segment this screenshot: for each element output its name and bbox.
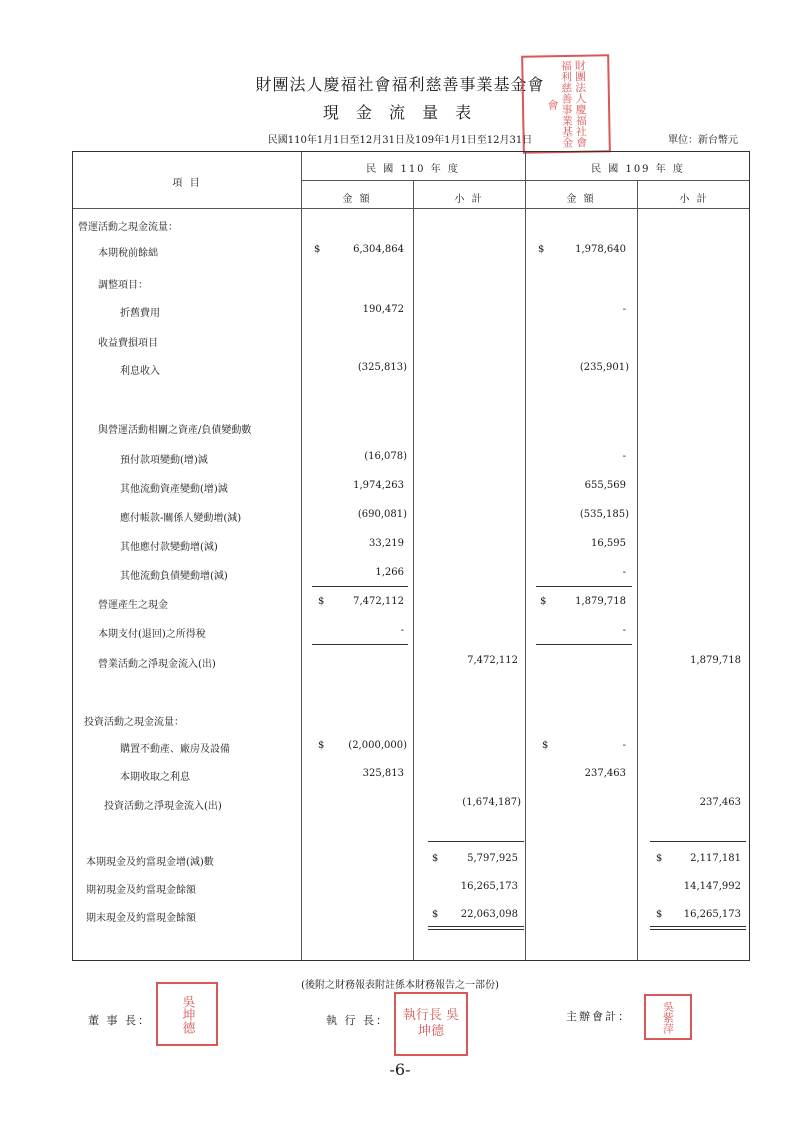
amount-109: -: [622, 740, 626, 751]
amount-110: 190,472: [362, 304, 404, 315]
accountant-seal-text: 吳紫萍: [661, 1000, 675, 1034]
header-year-110: 民 國 110 年 度: [366, 164, 460, 175]
row-label: 營運活動之現金流量：: [78, 222, 178, 233]
report-title: 現 金 流 量 表: [322, 103, 478, 122]
subtotal-109: 2,117,181: [690, 853, 741, 864]
row-label: 其他流動負債變動增(減): [120, 571, 228, 582]
currency-sign: $: [656, 909, 663, 920]
footnote: (後附之財務報表附註係本財務報告之一部份): [301, 980, 499, 991]
currency-sign: $: [538, 244, 545, 255]
amount-110: -: [400, 625, 404, 636]
subtotal-110: (1,674,187): [462, 797, 521, 808]
subtotal-110: 5,797,925: [467, 853, 518, 864]
page-number: -6-: [389, 1060, 411, 1079]
subtotal-109: 237,463: [699, 797, 741, 808]
row-label: 應付帳款-關係人變動增(減): [120, 513, 242, 524]
subtotal-110: 7,472,112: [467, 655, 518, 666]
row-label: 利息收入: [120, 366, 160, 377]
amount-110: 1,974,263: [353, 480, 404, 491]
subtotal-underline: [650, 841, 746, 842]
amount-109: 16,595: [591, 538, 626, 549]
currency-unit: 單位：新台幣元: [668, 135, 738, 146]
foundation-seal: [521, 54, 611, 154]
header-subtotal-110: 小 計: [454, 194, 484, 205]
amount-110: 325,813: [362, 768, 404, 779]
subtotal-underline: [536, 586, 632, 587]
amount-110: 1,266: [375, 567, 404, 578]
amount-110: (690,081): [357, 509, 407, 520]
foundation-seal-text: 財團法人慶福社會福利慈善事業基金會: [545, 59, 588, 149]
row-label: 其他流動資產變動(增)減: [120, 484, 228, 495]
subtotal-underline: [536, 644, 632, 645]
header-amount-109: 金 額: [566, 194, 596, 205]
currency-sign: $: [432, 853, 439, 864]
amount-109: (535,185): [579, 509, 629, 520]
amount-109: 237,463: [584, 768, 626, 779]
cash-flow-table: [72, 151, 750, 961]
currency-sign: $: [318, 740, 325, 751]
currency-sign: $: [314, 244, 321, 255]
row-label: 購置不動產、廠房及設備: [120, 744, 230, 755]
amount-109: 1,978,640: [575, 244, 626, 255]
amount-110: (2,000,000): [348, 740, 407, 751]
amount-109: 1,879,718: [575, 596, 626, 607]
row-label: 本期收取之利息: [120, 772, 190, 783]
amount-110: 33,219: [369, 538, 404, 549]
amount-109: 655,569: [584, 480, 626, 491]
subtotal-110: 16,265,173: [460, 881, 518, 892]
currency-sign: $: [318, 596, 325, 607]
ceo-seal: [394, 992, 468, 1056]
col-divider: [413, 180, 414, 960]
row-label: 期初現金及約當現金餘額: [86, 885, 196, 896]
amount-109: -: [622, 625, 626, 636]
row-label: 折舊費用: [120, 308, 160, 319]
row-label: 期末現金及約當現金餘額: [86, 913, 196, 924]
chairman-seal: [156, 982, 218, 1046]
col-divider: [525, 152, 526, 960]
ceo-label: 執 行 長：: [326, 1014, 389, 1027]
row-label: 投資活動之淨現金流入(出): [104, 801, 222, 812]
col-divider: [301, 152, 302, 960]
total-double-underline: [650, 926, 746, 930]
row-label: 營業活動之淨現金流入(出): [98, 659, 216, 670]
currency-sign: $: [540, 596, 547, 607]
row-label: 預付款項變動(增)減: [120, 455, 208, 466]
currency-sign: $: [656, 853, 663, 864]
chairman-label: 董 事 長：: [88, 1014, 151, 1027]
currency-sign: $: [542, 740, 549, 751]
subtotal-109: 14,147,992: [683, 881, 741, 892]
amount-109: -: [622, 304, 626, 315]
subtotal-110: 22,063,098: [460, 909, 518, 920]
row-label: 本期支付(退回)之所得稅: [98, 629, 206, 640]
accountant-label: 主辦會計：: [566, 1010, 631, 1023]
header-year-109: 民 國 109 年 度: [591, 164, 685, 175]
header-bottom: [73, 208, 749, 209]
row-label: 其他應付款變動增(減): [120, 542, 218, 553]
row-label: 調整項目：: [98, 280, 148, 291]
header-subtotal-109: 小 計: [679, 194, 709, 205]
total-double-underline: [428, 926, 524, 930]
chairman-seal-text: 吳坤德: [179, 994, 195, 1034]
subtotal-underline: [312, 644, 408, 645]
row-label: 本期稅前餘絀: [98, 248, 158, 259]
report-period: 民國110年1月1日至12月31日及109年1月1日至12月31日: [267, 135, 533, 146]
subtotal-underline: [312, 586, 408, 587]
organization-name: 財團法人慶福社會福利慈善事業基金會: [255, 75, 545, 94]
amount-109: -: [622, 567, 626, 578]
subtotal-109: 16,265,173: [683, 909, 741, 920]
amount-110: 6,304,864: [353, 244, 404, 255]
amount-110: (16,078): [364, 451, 407, 462]
amount-109: -: [622, 451, 626, 462]
row-label: 營運產生之現金: [98, 600, 168, 611]
row-label: 投資活動之現金流量：: [84, 717, 184, 728]
row-label: 本期現金及約當現金增(減)數: [86, 857, 214, 868]
amount-110: (325,813): [357, 362, 407, 373]
amount-109: (235,901): [579, 362, 629, 373]
col-divider: [637, 180, 638, 960]
subtotal-109: 1,879,718: [690, 655, 741, 666]
header-item: 項 目: [172, 178, 202, 189]
ceo-seal-text: 執行長 吳坤德: [402, 1008, 460, 1039]
header-amount-110: 金 額: [342, 194, 372, 205]
header-divider: [301, 180, 749, 181]
currency-sign: $: [432, 909, 439, 920]
row-label: 與營運活動相關之資產/負債變動數: [98, 425, 252, 436]
amount-110: 7,472,112: [353, 596, 404, 607]
row-label: 收益費損項目: [98, 338, 158, 349]
accountant-seal: [644, 994, 692, 1040]
subtotal-underline: [428, 841, 524, 842]
